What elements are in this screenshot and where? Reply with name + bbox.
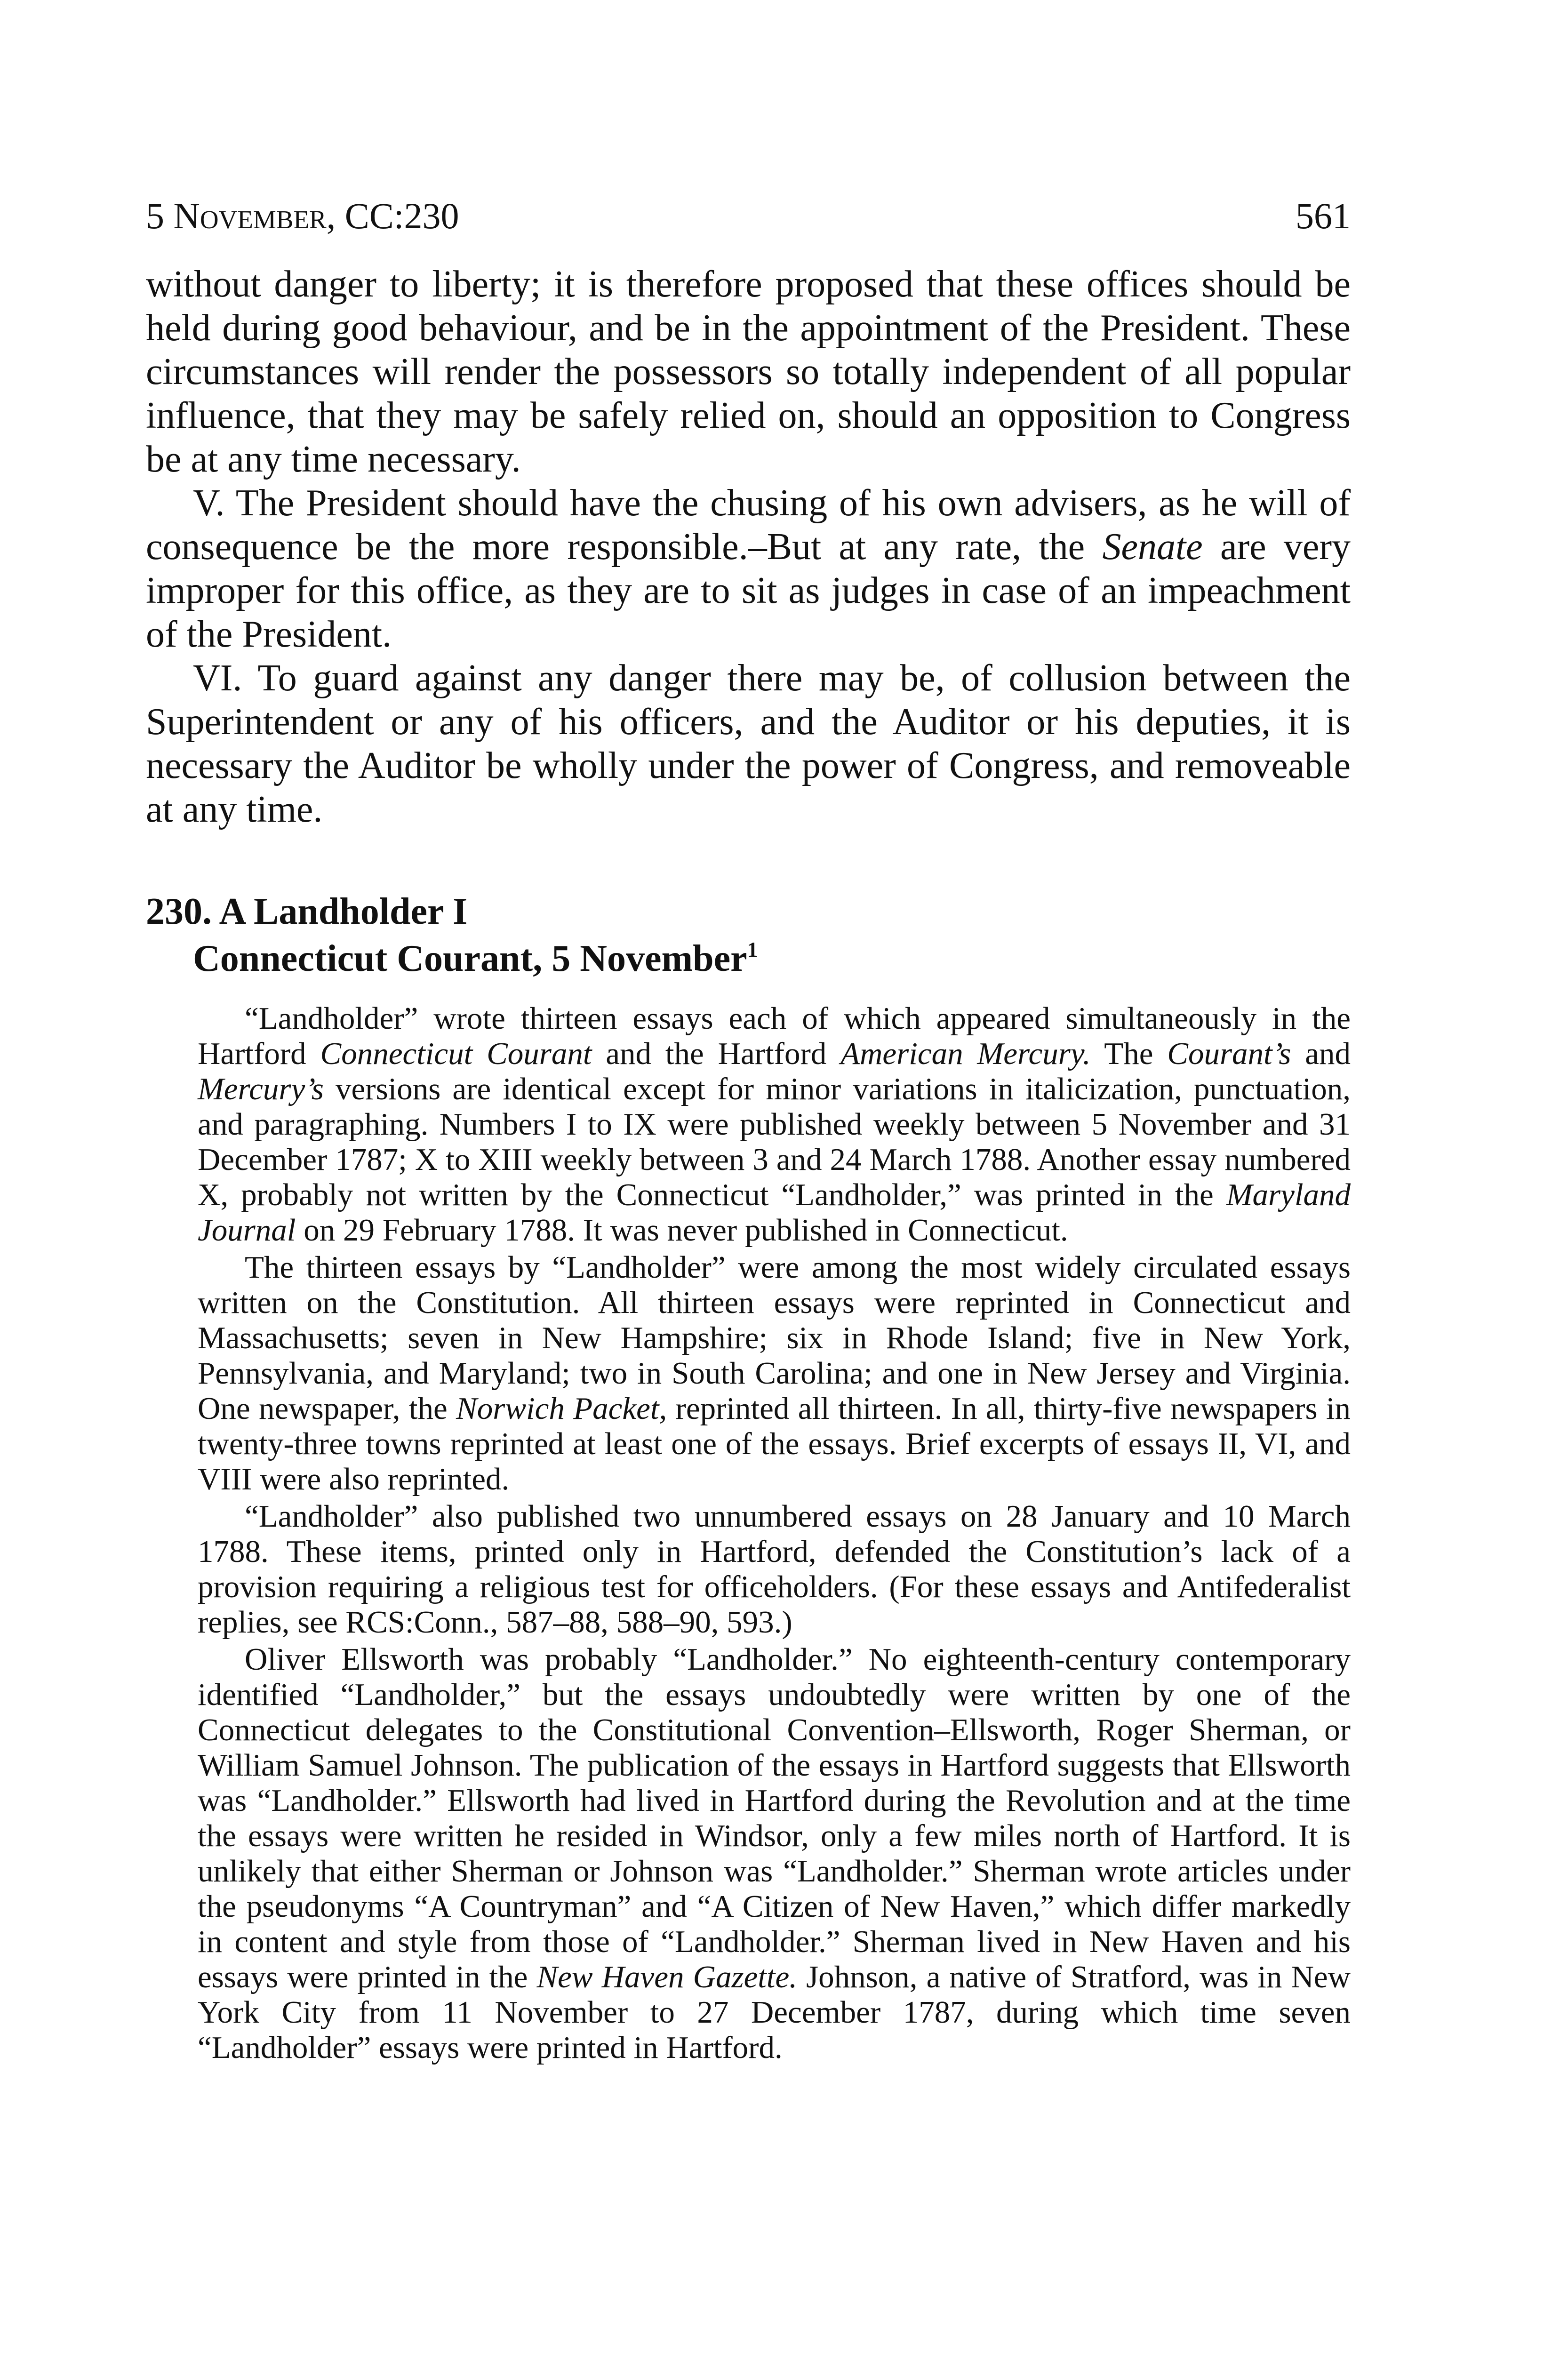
running-head-left: 5 November, CC:230 [146, 195, 459, 236]
essay-source: Connecticut Courant, 5 November$^1$ [193, 937, 758, 979]
headnote-paragraph-4: Oliver Ellsworth was probably “Landholder.” No eighteenth-century contemporary identified “Landholder,” but the essays undoubtedly were written by one of the Connecticut delegates to the Constitutional Convention–Ellsworth, Roger Sherman, or William Samuel Johnson. The publication of the essays in Hartford suggests that Ellsworth was “Landholder.” Ellsworth had lived in Hartford during the Revolution and at the time the essays were written he resided in Windsor, only a few miles north of Hartford. It is unlikely that either Sherman or Johnson was “Landholder.” Sherman wrote articles under the pseudonyms “A Countryman” and “A Citizen of New Haven,” which differ markedly in content and style from those of “Landholder.” Sherman lived in New Haven and his essays were printed in the New Haven Gazette. Johnson, a native of Stratford, was in New York City from 11 November to 27 December 1787, during which time seven “Landholder” essays were printed in Hartford. [198, 1642, 1351, 2065]
continuation-text [146, 263, 1351, 832]
italic-senate: Senate [1102, 526, 1203, 568]
headnote-paragraph-3: “Landholder” also published two unnumbered essays on 28 January and 10 March 1788. These items, printed only in Hartford, defended the Constitution’s lack of a provision requiring a religious test for officeholders. (For these essays and Antifederalist replies, see RCS:Conn., 587–88, 588–90, 593.) [198, 1499, 1351, 1640]
paragraph-v: V. The President should have the chusing of his own advisers, as he will of consequence be the more responsible.–But at any rate, the Senate are very improper for this office, as they are to sit as judges in case of an impeachment of the President. [146, 482, 1351, 655]
running-header [146, 195, 1351, 236]
essay-heading [146, 888, 1351, 982]
page-number: 561 [1296, 195, 1351, 236]
footnote-marker: 1 [747, 937, 758, 961]
headnote-paragraph-1: “Landholder” wrote thirteen essays each of which appeared simultaneously in the Hartford Connecticut Courant and the Hartford American Mercury. The Courant’s and Mercury’s versions are identical except for minor variations in italicization, punctuation, and paragraphing. Numbers I to IX were published weekly between 5 November and 31 December 1787; X to XIII weekly between 3 and 24 March 1788. Another essay numbered X, probably not written by the Connecticut “Landholder,” was printed in the Maryland Journal on 29 February 1788. It was never published in Connecticut. [198, 1001, 1351, 1248]
essay-number: 230. [146, 891, 212, 932]
document-page [146, 195, 1351, 2065]
headnote [198, 1001, 1351, 2065]
essay-title: A Landholder I [219, 891, 468, 932]
paragraph-vi: VI. To guard against any danger there may be, of collusion between the Superintendent or any of his officers, and the Auditor or his deputies, it is necessary the Auditor be wholly under the power of Congress, and removeable at any time. [146, 657, 1351, 830]
running-head-month: November [173, 195, 327, 236]
headnote-paragraph-2: The thirteen essays by “Landholder” were among the most widely circulated essays written on the Constitution. All thirteen essays were reprinted in Connecticut and Massachusetts; seven in New Hampshire; six in Rhode Island; five in New York, Pennsylvania, and Maryland; two in South Carolina; and one in New Jersey and Virginia. One newspaper, the Norwich Packet, reprinted all thirteen. In all, thirty-five newspapers in twenty-three towns reprinted at least one of the essays. Brief excerpts of essays II, VI, and VIII were also reprinted. [198, 1250, 1351, 1497]
paragraph-continued: without danger to liberty; it is therefore proposed that these offices should be held during good behaviour, and be in the appointment of the President. These circumstances will render the possessors so totally independent of all popular influence, that they may be safely relied on, should an opposition to Congress be at any time necessary. [146, 264, 1351, 480]
